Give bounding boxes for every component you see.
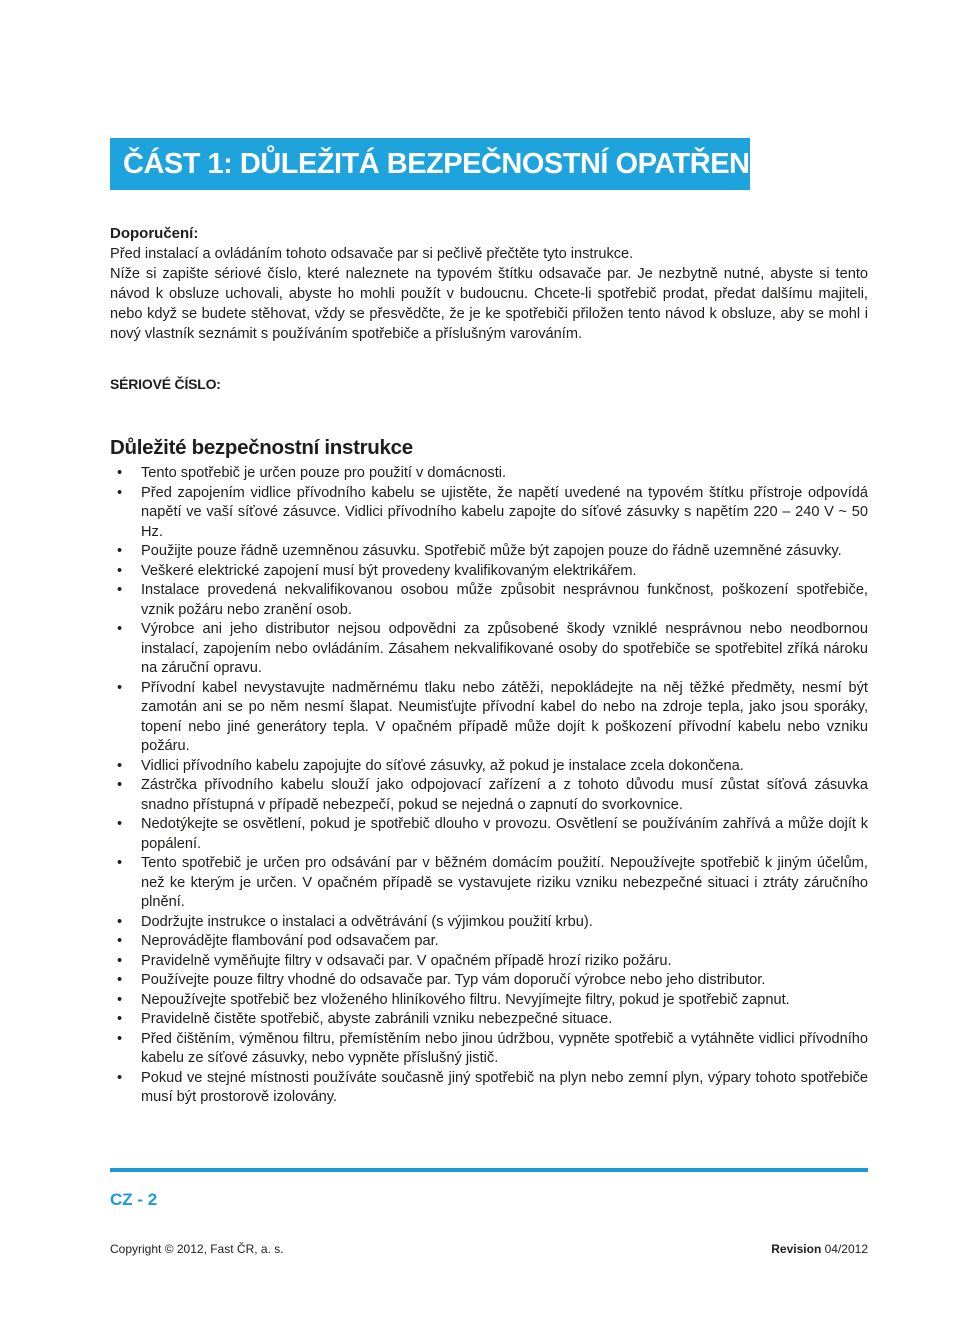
bullet-item: • Dodržujte instrukce o instalaci a odvětrávání (s výjimkou použití krbu). (110, 913, 868, 933)
bullet-item: • Nedotýkejte se osvětlení, pokud je spotřebič dlouho v provozu. Osvětlení se používáním zahřívá a může dojít k popálení. (110, 815, 868, 854)
bullet-item: • Používejte pouze filtry vhodné do odsavače par. Typ vám doporučí výrobce nebo jeho distributor. (110, 971, 868, 991)
bullet-item: • Před čištěním, výměnou filtru, přemístěním nebo jinou údržbou, vypněte spotřebič a vytáhněte vidlici přívodního kabelu ze síťové zásuvky, nebo vypněte příslušný jistič. (110, 1030, 868, 1069)
safety-instructions-list (110, 464, 868, 1108)
bullet-item: • Před zapojením vidlice přívodního kabelu se ujistěte, že napětí uvedené na typovém štítku přístroje odpovídá napětí ve vaší síťové zásuvce. Vidlici přívodního kabelu zapojte do síťové zásuvky s napětím 220 – 240 V ~ 50 Hz. (110, 484, 868, 543)
bullet-item: • Instalace provedená nekvalifikovanou osobou může způsobit nesprávnou funkčnost, poškození spotřebiče, vznik požáru nebo zranění osob. (110, 581, 868, 620)
serial-number-label: SÉRIOVÉ ČÍSLO: (110, 376, 221, 392)
copyright-text: Copyright © 2012, Fast ČR, a. s. (110, 1242, 284, 1256)
page-content (110, 0, 868, 1108)
revision-label: Revision (771, 1242, 822, 1256)
footer-row (110, 1242, 868, 1256)
bullet-item: • Nepoužívejte spotřebič bez vloženého hliníkového filtru. Nevyjímejte filtry, pokud je spotřebič zapnut. (110, 991, 868, 1011)
bullet-item: • Použijte pouze řádně uzemněnou zásuvku. Spotřebič může být zapojen pouze do řádně uzemněné zásuvky. (110, 542, 868, 562)
bullet-item: • Pravidelně čistěte spotřebič, abyste zabránili vzniku nebezpečné situace. (110, 1010, 868, 1030)
bullet-item: • Vidlici přívodního kabelu zapojujte do síťové zásuvky, až pokud je instalace zcela dokončena. (110, 757, 868, 777)
bullet-item: • Pokud ve stejné místnosti používáte současně jiný spotřebič na plyn nebo zemní plyn, výpary tohoto spotřebiče musí být prostorově izolovány. (110, 1069, 868, 1108)
page-number: CZ - 2 (110, 1190, 158, 1209)
bullet-item: • Výrobce ani jeho distributor nejsou odpovědni za způsobené škody vzniklé nesprávnou nebo neodbornou instalací, zapojením nebo ovládáním. Zásahem nekvalifikované osoby do spotřebiče se spotřebitel zříká nároku na záruční opravu. (110, 620, 868, 679)
section-title: ČÁST 1: DŮLEŽITÁ BEZPEČNOSTNÍ OPATŘENÍ (123, 147, 758, 180)
recommendation-paragraph: Níže si zapište sériové číslo, které naleznete na typovém štítku odsavače par. Je nezbytně nutné, abyste si tento návod k obsluze uchovali, abyste ho mohli použít v budoucnu. Chcete-li spotřebič prodat, předat dalšímu majiteli, nebo když se budete stěhovat, vždy se přesvědčte, že je ke spotřebiči přiložen tento návod k obsluze, aby se mohl i nový vlastník seznámit s používáním spotřebiče a příslušným varováním. (110, 266, 868, 342)
bullet-item: • Pravidelně vyměňujte filtry v odsavači par. V opačném případě hrozí riziko požáru. (110, 952, 868, 972)
footer-divider (110, 1168, 868, 1172)
recommendation-line: Před instalací a ovládáním tohoto odsavače par si pečlivě přečtěte tyto instrukce. (110, 246, 634, 262)
bullet-item: • Tento spotřebič je určen pouze pro použití v domácnosti. (110, 464, 868, 484)
bullet-item: • Tento spotřebič je určen pro odsávání par v běžném domácím použití. Nepoužívejte spotřebič k jiným účelům, než ke kterým je určen. V opačném případě se vystavujete riziku vzniku nebezpečné situaci i ztráty záručního plnění. (110, 854, 868, 913)
bullet-item: • Přívodní kabel nevystavujte nadměrnému tlaku nebo zátěži, nepokládejte na něj těžké předměty, nesmí být zamotán ani se po něm nesmí šlapat. Neumisťujte přívodní kabel do nebo na zdroje tepla, jako jsou sporáky, topení nebo jiné generátory tepla. V opačném případě může dojít k poškození přívodní kabelu nebo vzniku požáru. (110, 679, 868, 757)
section-header-bar (110, 138, 758, 190)
recommendation-heading: Doporučení: (110, 225, 199, 242)
revision-text (771, 1242, 868, 1256)
bullet-item: • Neprovádějte flambování pod odsavačem par. (110, 932, 868, 952)
revision-value: 04/2012 (821, 1242, 868, 1256)
bullet-item: • Veškeré elektrické zapojení musí být provedeny kvalifikovaným elektrikářem. (110, 562, 868, 582)
instructions-heading: Důležité bezpečnostní instrukce (110, 436, 413, 459)
bullet-item: • Zástrčka přívodního kabelu slouží jako odpojovací zařízení a z tohoto důvodu musí zůstat síťová zásuvka snadno přístupná v případě nebezpečí, pokud se nejedná o zapnutí do svorkovnice. (110, 776, 868, 815)
